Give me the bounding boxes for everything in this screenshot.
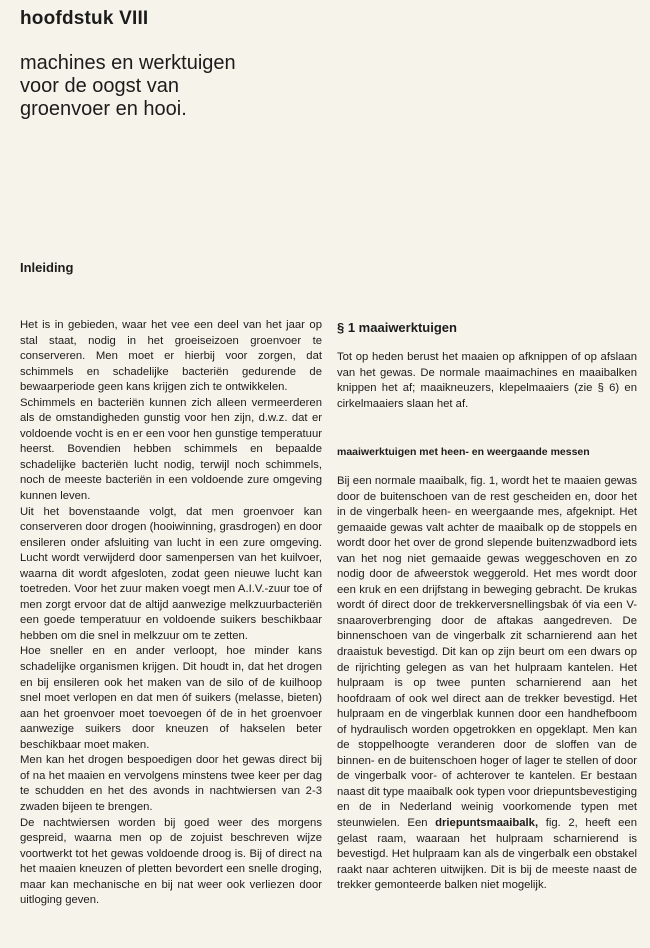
right-column-body xyxy=(337,474,637,894)
body-text: Bij een normale maaibalk, fig. 1, wordt het te maaien gewas door de buitenschoen van de rest gescheiden en, door het in de vingerbalk heen- en weergaande mes, afgeknipt. Het gemaaide gewas valt achter de maaibalk op de stoppels en wordt door het over de grond slepende buitenzwadbord iets van het nog niet gemaaide gewas weggeschoven en zo nodig door de afweerstok weggerold. Het mes wordt door een kruk en een drijfstang in beweging gebracht. De krukas wordt óf direct door de trekkerversnellingsbak óf via een V-snaaroverbrenging door de aftakas aangedreven. De binnenschoen van de vingerbalk zit scharnierend aan het draaistuk bevestigd. Dit kan op zijn beurt om een dwars op de rijrichting gelegen as van het hulpraam kantelen. Het hulpraam is op twee punten scharnierend aan het hoofdraam of ook wel direct aan de trekker bevestigd. Het hulpraam en de vingerblak kunnen door een handhefboom of hydraulisch worden opgetrokken en opgeklapt. Men kan de stoppelhoogte veranderen door de sloffen van de binnen- en de buitenschoen hoger of lager te stellen of door de vingerbalk voor- of achterover te kantelen. Er bestaan naast dit type maaibalk ook typen voor driepuntsbevestiging en de in Nederland weinig voorkomende typen met steunwielen. Een xyxy=(337,475,637,830)
chapter-title-line: voor de oogst van xyxy=(20,75,179,97)
body-paragraph: Het is in gebieden, waar het vee een deel van het jaar op stal staat, nodig in het groeiseizoen groenvoer te conserveren. Men moet er hierbij voor zorgen, dat schimmels en schadelijke bacteriën gedurende de bewaarperiode geen kans krijgen zich te ontwikkelen. xyxy=(20,319,322,394)
term-driepuntsmaaibalk: driepuntsmaaibalk, xyxy=(435,817,539,830)
intro-heading: Inleiding xyxy=(20,260,74,275)
left-column xyxy=(20,318,322,909)
body-paragraph: Men kan het drogen bespoedigen door het gewas direct bij of na het maaien en vervolgens minstens twee keer per dag te schudden en het des avonds in nachtwiersen van 2-3 zwaden bijeen te brengen. xyxy=(20,754,322,813)
subsection-heading: maaiwerktuigen met heen- en weergaande messen xyxy=(337,446,590,458)
chapter-label: hoofdstuk VIII xyxy=(20,8,149,29)
chapter-title-line: machines en werktuigen xyxy=(20,52,236,74)
body-text: fig. 2, heeft een gelast raam, waaraan het hulpraam scharnierend is bevestigd. Het hulpraam kan als de vingerbalk een obstakel raakt naar achteren uitwijken. Dit is bij de meeste naast de trekker gemonteerde balken niet mogelijk. xyxy=(337,817,637,892)
chapter-title xyxy=(20,52,360,121)
body-paragraph: Hoe sneller en en ander verloopt, hoe minder kans schadelijke organismen krijgen. Dit houdt in, dat het drogen en bij ensileren ook het maken van de silo of de kuilhoop snel moet verlopen en dat men óf suikers (melasse, bieten) aan het groenvoer moet toevoegen óf de in het groenvoer aanwezige suikers door kneuzen of hakselen beter beschikbaar moet maken. xyxy=(20,645,322,751)
chapter-title-line: groenvoer en hooi. xyxy=(20,98,187,120)
body-paragraph: De nachtwiersen worden bij goed weer des morgens gespreid, waarna men op de zojuist beschreven wijze voortwerkt tot het gewas voldoende droog is. Bij of direct na het maaien kneuzen of pletten bevordert een snelle droging, maar kan mechanische en bij nat weer ook verliezen door uitloging geven. xyxy=(20,816,322,907)
body-paragraph: Schimmels en bacteriën kunnen zich alleen vermeerderen als de omstandigheden gunstig voor hen zijn, d.w.z. dat er voldoende vocht is en er een voor hen gunstige temperatuur heerst. Bovendien hebben schimmels en bepaalde schadelijke bacteriën lucht nodig, terwijl noch schimmels, noch de meeste bacteriën in een voldoende zure omgeving kunnen leven. xyxy=(20,396,322,503)
body-paragraph: Uit het bovenstaande volgt, dat men groenvoer kan conserveren door drogen (hooiwinning, grasdrogen) en door ensileren onder afsluiting van lucht in een zure omgeving. Lucht wordt verwijderd door samenpersen van het kuilvoer, waarna dit wordt afgesloten, zodat geen nieuwe lucht kan toetreden. Voor het zuur maken voegt men A.I.V.-zuur toe of men zorgt ervoor dat de altijd aanwezige melkzuurbacteriën een goede temperatuur en voldoende suikers beschikbaar hebben om die snel in melkzuur om te zetten. xyxy=(20,505,322,642)
section-heading: § 1 maaiwerktuigen xyxy=(337,320,457,335)
section-intro-paragraph: Tot op heden berust het maaien op afknippen of op afslaan van het gewas. De normale maaimachines en maaibalken knippen het af; maaikneuzers, klepelmaaiers (zie § 6) en cirkelmaaiers slaan het af. xyxy=(337,351,637,410)
